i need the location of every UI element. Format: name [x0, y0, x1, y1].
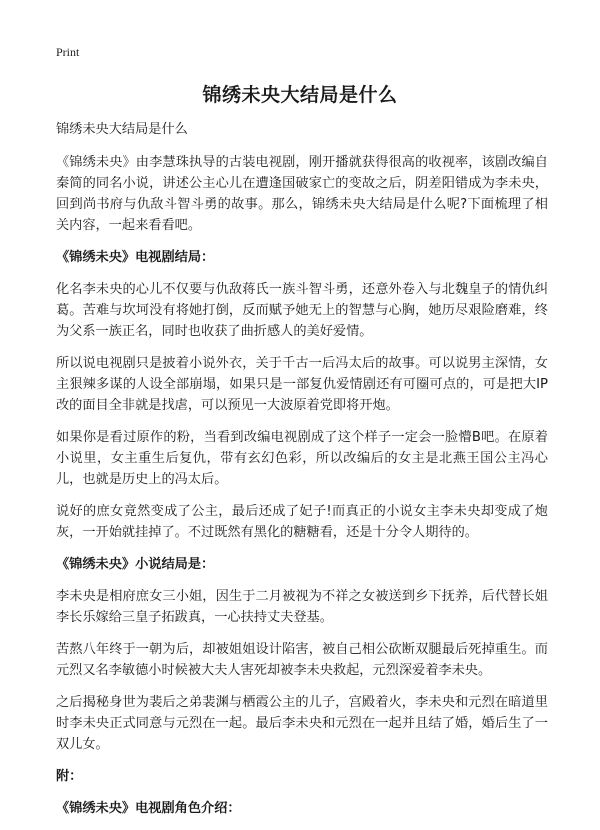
tv-ending-paragraph: 化名李未央的心儿不仅要与仇敌蒋氏一族斗智斗勇，还意外卷入与北魏皇子的情仇纠葛。苦难与坎坷没有将她打倒，反而赋予她无上的智慧与心胸，她历尽艰险磨难，终为父系一族正名，同时也收获了曲折感人的美好爱情。 — [56, 282, 548, 339]
section-heading-appendix: 附： — [56, 769, 83, 784]
tv-ending-paragraph: 所以说电视剧只是披着小说外衣，关于千古一后冯太后的故事。可以说男主深情，女主狠辣多谋的人设全部崩塌，如果只是一部复仇爱情剧还有可圈可点的，可是把大IP改的面目全非就是找虐，可以预见一大波原着党即将开炮。 — [56, 356, 548, 413]
page-title: 锦绣未央大结局是什么 — [202, 84, 398, 106]
novel-ending-paragraph: 苦熬八年终于一朝为后，却被姐姐设计陷害，被自己相公砍断双腿最后死掉重生。而元烈又名李敏德小时候被大夫人害死却被李未央救起，元烈深爱着李未央。 — [56, 642, 548, 678]
section-heading-tv-ending: 《锦绣未央》电视剧结局： — [56, 250, 215, 265]
print-link[interactable]: Print — [56, 45, 80, 59]
novel-ending-paragraph: 李未央是相府庶女三小姐，因生于二月被视为不祥之女被送到乡下抚养，后代替长姐李长乐嫁给三皇子拓跋真，一心扶持丈夫登基。 — [56, 589, 548, 625]
section-heading-novel-ending: 《锦绣未央》小说结局是： — [56, 557, 215, 572]
section-heading-characters: 《锦绣未央》电视剧角色介绍： — [56, 801, 241, 816]
intro-paragraph: 《锦绣未央》由李慧珠执导的古装电视剧，刚开播就获得很高的收视率，该剧改编自秦简的同名小说，讲述公主心儿在遭逢国破家亡的变故之后，阴差阳错成为李未央，回到尚书府与仇敌斗智斗勇的故事。那么，锦绣未央大结局是什么呢?下面梳理了相关内容，一起来看看吧。 — [56, 155, 548, 233]
tv-ending-paragraph: 如果你是看过原作的粉，当看到改编电视剧成了这个样子一定会一脸懵B吧。在原着小说里，女主重生后复仇，带有玄幻色彩，所以改编后的女主是北燕王国公主冯心儿，也就是历史上的冯太后。 — [56, 430, 548, 487]
tv-ending-paragraph: 说好的庶女竟然变成了公主，最后还成了妃子!而真正的小说女主李未央却变成了炮灰，一开始就挂掉了。不过既然有黑化的糖糖看，还是十分令人期待的。 — [56, 504, 548, 540]
article-subtitle: 锦绣未央大结局是什么 — [56, 122, 188, 137]
novel-ending-paragraph: 之后揭秘身世为裴后之弟裴渊与栖霞公主的儿子，宫殿着火，李未央和元烈在暗道里时李未央正式同意与元烈在一起。最后李未央和元烈在一起并且结了婚，婚后生了一双儿女。 — [56, 695, 548, 752]
article-body — [56, 119, 548, 830]
